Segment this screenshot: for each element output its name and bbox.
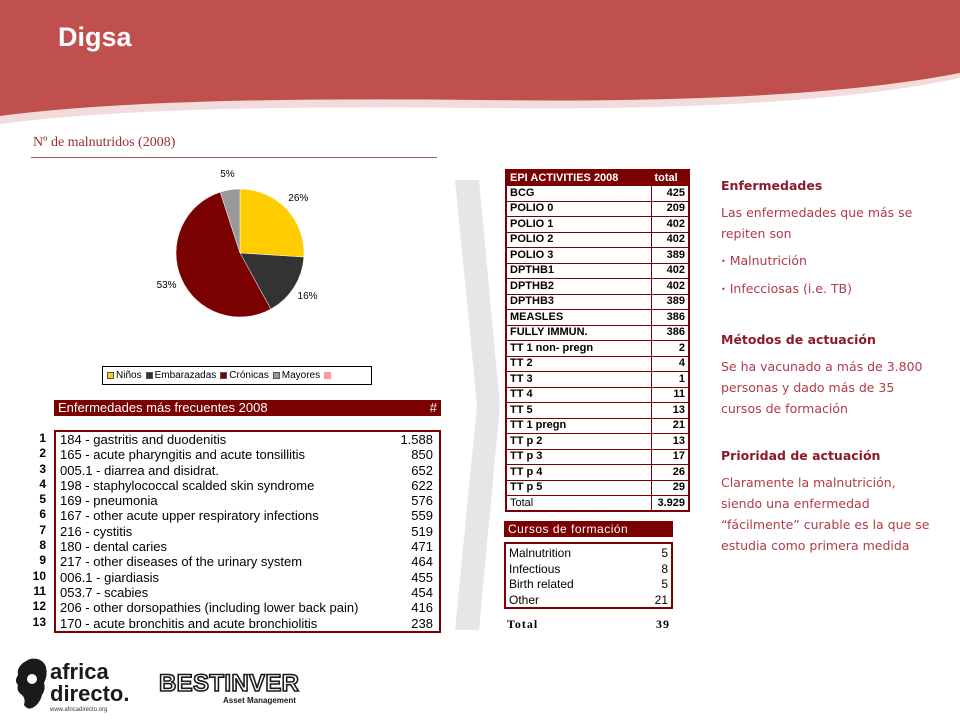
disease-count: 519 bbox=[411, 523, 433, 539]
epi-activity-name: POLIO 2 bbox=[506, 232, 651, 248]
table-row bbox=[56, 447, 439, 462]
legend-item bbox=[146, 370, 217, 381]
disease-name: 167 - other acute upper respiratory infections bbox=[60, 508, 319, 524]
course-name: Infectious bbox=[509, 561, 561, 576]
heading-enfermedades: Enfermedades bbox=[721, 178, 823, 193]
table-row bbox=[506, 186, 689, 202]
epi-activity-total: 3.929 bbox=[651, 496, 689, 512]
epi-header-total: total bbox=[651, 170, 689, 186]
epi-activity-name: Total bbox=[506, 496, 651, 512]
epi-activity-name: TT 3 bbox=[506, 372, 651, 388]
table-row bbox=[506, 232, 689, 248]
pie-slice-label: 16% bbox=[297, 290, 318, 302]
text-prioridad: Claramente la malnutrición, siendo una enfermedad “fácilmente” curable es la que se estudia como primera medida bbox=[721, 475, 930, 553]
table-row bbox=[56, 616, 439, 631]
legend-swatch bbox=[107, 372, 114, 379]
table-row bbox=[506, 434, 689, 450]
courses-total-row bbox=[507, 617, 672, 632]
diseases-table bbox=[54, 430, 441, 633]
course-count: 5 bbox=[661, 546, 668, 560]
epi-activity-total: 13 bbox=[651, 403, 689, 419]
legend-label: Mayores bbox=[281, 370, 321, 381]
bullet-item bbox=[721, 278, 936, 300]
epi-activity-name: POLIO 1 bbox=[506, 217, 651, 233]
table-row bbox=[506, 372, 689, 388]
africa-logo-line2: directo. bbox=[50, 681, 130, 706]
africa-logo-line1: africa bbox=[50, 659, 109, 684]
courses-table bbox=[504, 542, 673, 609]
pie-slice-label: 53% bbox=[156, 279, 177, 291]
epi-activity-name: TT 4 bbox=[506, 387, 651, 403]
epi-activity-name: MEASLES bbox=[506, 310, 651, 326]
table-row bbox=[56, 600, 439, 615]
disease-name: 005.1 - diarrea and disidrat. bbox=[60, 462, 219, 478]
epi-activity-total: 389 bbox=[651, 294, 689, 310]
pie-slice-label: 5% bbox=[220, 168, 235, 180]
table-row bbox=[56, 432, 439, 447]
diseases-header bbox=[54, 400, 441, 416]
epi-activity-total: 402 bbox=[651, 217, 689, 233]
disease-rank: 12 bbox=[32, 599, 46, 614]
table-row bbox=[56, 493, 439, 508]
disease-count: 455 bbox=[411, 569, 433, 585]
courses-header: Cursos de formación bbox=[504, 521, 673, 537]
table-row bbox=[506, 418, 689, 434]
legend-swatch bbox=[273, 372, 280, 379]
side-text bbox=[721, 175, 936, 556]
epi-activity-total: 2 bbox=[651, 341, 689, 357]
table-row bbox=[56, 463, 439, 478]
epi-activity-total: 402 bbox=[651, 263, 689, 279]
disease-name: 216 - cystitis bbox=[60, 523, 133, 539]
legend-label: Niños bbox=[116, 370, 142, 381]
table-row bbox=[56, 554, 439, 569]
disease-rank: 11 bbox=[33, 583, 46, 598]
disease-rank: 1 bbox=[39, 431, 46, 445]
disease-name: 206 - other dorsopathies (including lower back pain) bbox=[60, 600, 359, 616]
table-row bbox=[56, 508, 439, 523]
pie-chart bbox=[100, 160, 400, 360]
epi-activity-name: DPTHB3 bbox=[506, 294, 651, 310]
legend-label: Embarazadas bbox=[154, 370, 217, 381]
table-row bbox=[56, 585, 439, 600]
disease-count: 559 bbox=[411, 508, 433, 524]
epi-activity-total: 4 bbox=[651, 356, 689, 372]
epi-activity-name: POLIO 0 bbox=[506, 201, 651, 217]
table-row bbox=[506, 387, 689, 403]
epi-activity-total: 21 bbox=[651, 418, 689, 434]
table-row bbox=[506, 480, 689, 496]
table-row bbox=[506, 356, 689, 372]
table-row bbox=[56, 570, 439, 585]
table-row bbox=[506, 263, 689, 279]
table-row bbox=[506, 496, 689, 512]
text-enfermedades: Las enfermedades que más se repiten son bbox=[721, 205, 913, 241]
bestinver-logo bbox=[158, 668, 303, 708]
table-row bbox=[506, 449, 689, 465]
bullet-label: Infecciosas (i.e. TB) bbox=[729, 281, 852, 296]
disease-name: 217 - other diseases of the urinary system bbox=[60, 554, 303, 570]
pie-slice-label: 26% bbox=[288, 193, 309, 205]
legend-label: Crónicas bbox=[229, 370, 269, 381]
disease-count: 622 bbox=[411, 477, 433, 493]
course-count: 5 bbox=[661, 577, 668, 591]
epi-activity-total: 402 bbox=[651, 279, 689, 295]
disease-name: 006.1 - giardiasis bbox=[60, 569, 159, 585]
course-count: 21 bbox=[654, 592, 668, 607]
table-row bbox=[56, 524, 439, 539]
course-count: 8 bbox=[661, 561, 668, 576]
table-row bbox=[506, 201, 689, 217]
bestinver-logo-sub: Asset Management bbox=[223, 696, 296, 705]
epi-activities-table bbox=[505, 169, 690, 512]
diseases-rank-column bbox=[26, 431, 46, 630]
epi-activity-name: TT p 4 bbox=[506, 465, 651, 481]
disease-name: 184 - gastritis and duodenitis bbox=[60, 432, 227, 447]
epi-activity-total: 386 bbox=[651, 310, 689, 326]
epi-activity-total: 29 bbox=[651, 480, 689, 496]
epi-activity-name: TT 5 bbox=[506, 403, 651, 419]
chart-title: Nº de malnutridos (2008) bbox=[33, 135, 176, 150]
table-row bbox=[506, 341, 689, 357]
legend-item bbox=[324, 372, 333, 379]
bullet-label: Malnutrición bbox=[729, 253, 807, 268]
disease-name: 198 - staphylococcal scalded skin syndrome bbox=[60, 477, 315, 493]
table-row bbox=[506, 593, 671, 609]
bullet-icon: • bbox=[721, 257, 726, 266]
table-row bbox=[506, 403, 689, 419]
epi-activity-total: 425 bbox=[651, 186, 689, 202]
epi-activity-total: 13 bbox=[651, 434, 689, 450]
epi-activity-name: TT 2 bbox=[506, 356, 651, 372]
header-band bbox=[0, 0, 960, 125]
courses-total-label: Total bbox=[507, 617, 539, 631]
epi-activity-name: BCG bbox=[506, 186, 651, 202]
bestinver-logo-text: BESTINVER bbox=[159, 670, 299, 697]
africa-logo-url: www.africadirecto.org bbox=[50, 707, 108, 713]
disease-name: 165 - acute pharyngitis and acute tonsillitis bbox=[60, 447, 305, 463]
text-metodos: Se ha vacunado a más de 3.800 personas y dado más de 35 cursos de formación bbox=[721, 359, 923, 416]
disease-rank: 3 bbox=[39, 461, 46, 476]
table-row bbox=[506, 310, 689, 326]
table-row bbox=[506, 465, 689, 481]
bullet-item bbox=[721, 250, 936, 272]
disease-count: 238 bbox=[411, 615, 433, 631]
heading-metodos: Métodos de actuación bbox=[721, 332, 876, 347]
epi-activity-total: 11 bbox=[651, 387, 689, 403]
table-row bbox=[56, 478, 439, 493]
table-row bbox=[506, 294, 689, 310]
table-row bbox=[506, 279, 689, 295]
disease-name: 053.7 - scabies bbox=[60, 584, 149, 600]
epi-activity-total: 386 bbox=[651, 325, 689, 341]
disease-name: 170 - acute bronchitis and acute bronchiolitis bbox=[60, 615, 318, 631]
table-row bbox=[506, 217, 689, 233]
table-row bbox=[506, 325, 689, 341]
course-name: Birth related bbox=[509, 577, 574, 591]
epi-activity-total: 389 bbox=[651, 248, 689, 264]
table-row bbox=[506, 562, 671, 578]
africa-directo-logo bbox=[12, 655, 147, 715]
disease-rank: 10 bbox=[32, 568, 46, 583]
disease-name: 169 - pneumonia bbox=[60, 493, 158, 509]
table-row bbox=[506, 546, 671, 562]
chevron-separator bbox=[455, 180, 500, 630]
epi-header-row bbox=[506, 170, 689, 186]
disease-count: 652 bbox=[411, 462, 433, 478]
disease-rank: 9 bbox=[39, 553, 46, 568]
legend-swatch bbox=[324, 372, 331, 379]
disease-count: 1.588 bbox=[400, 432, 433, 447]
epi-activity-name: TT p 3 bbox=[506, 449, 651, 465]
disease-count: 471 bbox=[411, 539, 433, 555]
course-name: Malnutrition bbox=[509, 546, 572, 560]
table-row bbox=[506, 577, 671, 593]
epi-activity-total: 402 bbox=[651, 232, 689, 248]
epi-activity-name: TT p 2 bbox=[506, 434, 651, 450]
epi-activity-name: POLIO 3 bbox=[506, 248, 651, 264]
disease-count: 454 bbox=[411, 584, 433, 600]
epi-activity-name: TT 1 non- pregn bbox=[506, 341, 651, 357]
disease-rank: 2 bbox=[39, 446, 46, 461]
epi-activity-name: FULLY IMMUN. bbox=[506, 325, 651, 341]
disease-rank: 6 bbox=[39, 507, 46, 522]
table-row bbox=[56, 539, 439, 554]
legend-swatch bbox=[146, 372, 153, 379]
disease-rank: 8 bbox=[39, 538, 46, 553]
legend-item bbox=[273, 370, 320, 381]
legend-item bbox=[220, 370, 268, 381]
epi-activity-name: TT 1 pregn bbox=[506, 418, 651, 434]
disease-name: 180 - dental caries bbox=[60, 539, 167, 555]
epi-activity-total: 17 bbox=[651, 449, 689, 465]
epi-activity-name: TT p 5 bbox=[506, 480, 651, 496]
diseases-header-hash: # bbox=[429, 400, 437, 415]
heading-prioridad: Prioridad de actuación bbox=[721, 448, 881, 463]
disease-rank: 5 bbox=[39, 492, 46, 507]
disease-count: 464 bbox=[411, 554, 433, 570]
course-name: Other bbox=[509, 592, 540, 607]
bullet-icon: • bbox=[721, 285, 726, 294]
legend-swatch bbox=[220, 372, 227, 379]
disease-rank: 4 bbox=[39, 476, 46, 491]
legend-item bbox=[107, 370, 142, 381]
epi-activity-total: 1 bbox=[651, 372, 689, 388]
epi-activity-total: 26 bbox=[651, 465, 689, 481]
page-title: Digsa bbox=[58, 22, 132, 52]
disease-rank: 7 bbox=[39, 522, 46, 537]
epi-activity-name: DPTHB2 bbox=[506, 279, 651, 295]
table-row bbox=[506, 248, 689, 264]
chart-title-rule bbox=[31, 157, 437, 158]
diseases-header-label: Enfermedades más frecuentes 2008 bbox=[58, 400, 268, 415]
disease-count: 576 bbox=[411, 493, 433, 509]
epi-header-label: EPI ACTIVITIES 2008 bbox=[506, 170, 651, 186]
courses-total-value: 39 bbox=[656, 617, 670, 631]
disease-count: 850 bbox=[411, 447, 433, 463]
epi-activity-name: DPTHB1 bbox=[506, 263, 651, 279]
disease-count: 416 bbox=[411, 600, 433, 616]
epi-activity-total: 209 bbox=[651, 201, 689, 217]
disease-rank: 13 bbox=[32, 614, 46, 629]
chart-legend bbox=[102, 366, 372, 385]
